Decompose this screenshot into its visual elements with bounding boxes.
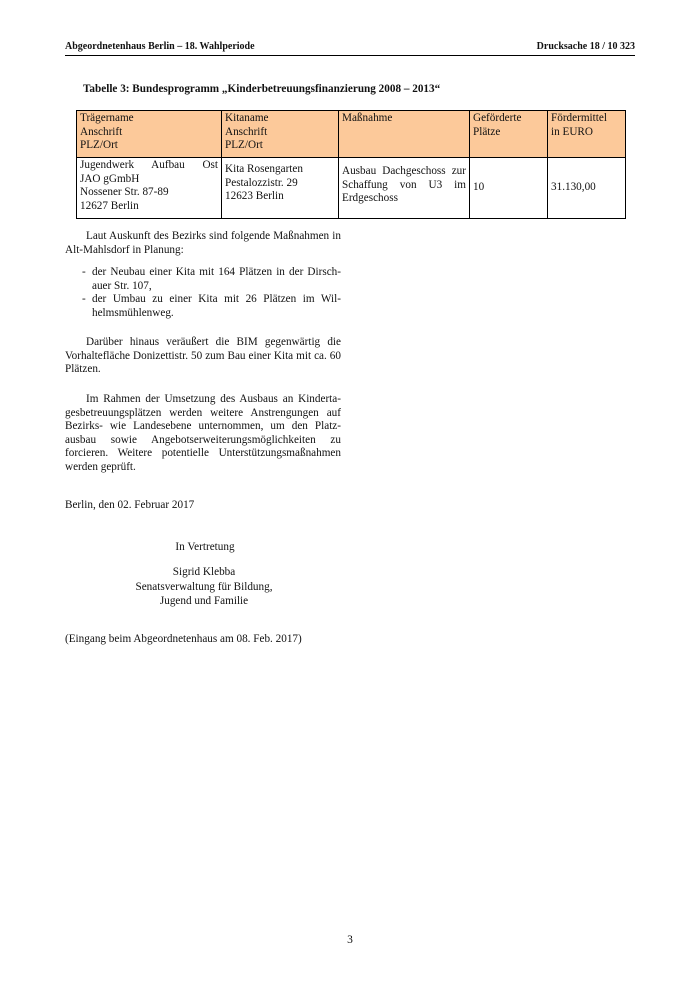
page-number: 3 [347, 934, 353, 946]
header-mittel: Fördermittel in EURO [548, 111, 626, 158]
funding-table [76, 110, 626, 219]
paragraph-planung: Laut Auskunft des Bezirks sind folgende Maßnahmen in Alt-Mahlsdorf in Planung: [65, 230, 341, 256]
page-header [65, 41, 635, 56]
table-row [77, 158, 626, 219]
signatory-office-2: Jugend und Familie [159, 595, 249, 607]
header-plaetze: Geförderte Plätze [470, 111, 548, 158]
cell-massnahme: Ausbau Dachgeschoss zur Schaffung von U3 im Erdgeschoss [339, 158, 470, 219]
in-vertretung: In Vertretung [175, 541, 235, 553]
list-item: - der Neubau einer Kita mit 164 Plätzen in der Dirsch-auer Str. 107, [82, 266, 341, 292]
cell-plaetze: 10 [470, 158, 548, 219]
header-right: Drucksache 18 / 10 323 [536, 41, 635, 52]
header-left: Abgeordnetenhaus Berlin – 18. Wahlperiode [65, 41, 255, 52]
cell-mittel: 31.130,00 [548, 158, 626, 219]
cell-kita: Kita Rosengarten Pestalozzistr. 29 12623 Berlin [222, 158, 339, 219]
signatory-office: Senatsverwaltung für Bildung, [135, 581, 273, 593]
signatory-name: Sigrid Klebba [172, 566, 236, 578]
table-caption: Tabelle 3: Bundesprogramm „Kinderbetreuungsfinanzierung 2008 – 2013“ [83, 83, 441, 95]
header-kita: Kitaname Anschrift PLZ/Ort [222, 111, 339, 158]
eingang-note: (Eingang beim Abgeordnetenhaus am 08. Feb. 2017) [65, 633, 302, 645]
header-traeger: Trägername Anschrift PLZ/Ort [77, 111, 222, 158]
cell-traeger: Jugendwerk Aufbau Ost JAO gGmbH Nossener Str. 87-89 12627 Berlin [77, 158, 222, 219]
measures-list [65, 266, 341, 320]
paragraph-bim: Darüber hinaus veräußert die BIM gegenwärtig die Vorhaltefläche Donizettistr. 50 zum Bau einer Kita mit ca. 60 Plätzen. [65, 336, 341, 376]
list-item: - der Umbau zu einer Kita mit 26 Plätzen im Wil-helmsmühlenweg. [82, 293, 341, 319]
header-massnahme: Maßnahme [339, 111, 470, 158]
table-header-row [77, 111, 626, 158]
paragraph-ausbau: Im Rahmen der Umsetzung des Ausbaus an Kinderta-gesbetreuungsplätzen werden weitere Anstrengungen auf Bezirks- wie Landesebene unternommen, um den Platz-ausbau sowie Angebotserweiterungsmöglichkeiten zu forcieren. Weitere potentielle Unterstützungsmaßnahmen werden geprüft. [65, 393, 341, 473]
date-line: Berlin, den 02. Februar 2017 [65, 499, 195, 511]
